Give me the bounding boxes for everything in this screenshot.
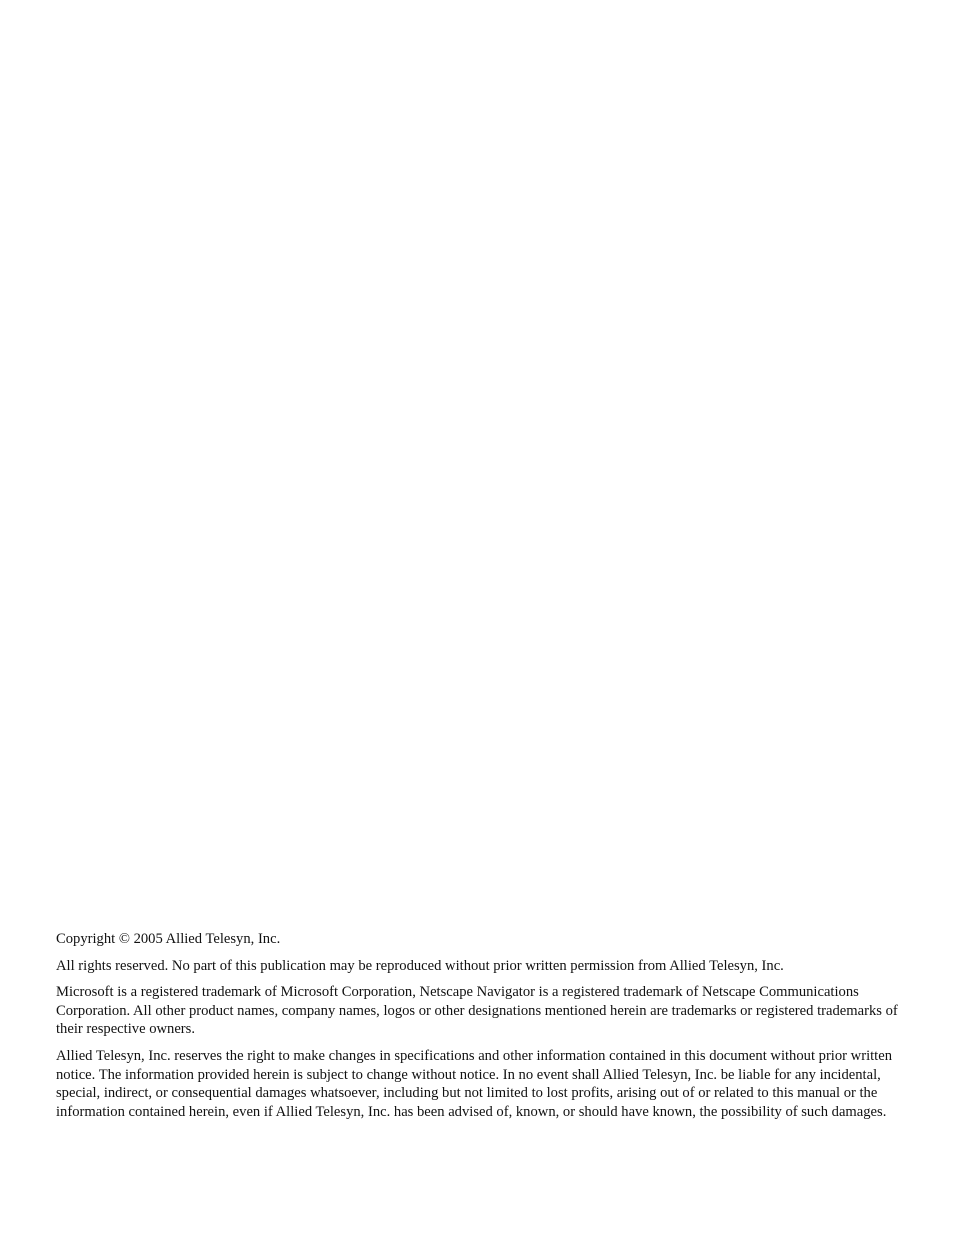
disclaimer-paragraph: Allied Telesyn, Inc. reserves the right to make changes in specifications and other information contained in this document without prior written notice. The information provided herein is subject to change without notice. In no event shall Allied Telesyn, Inc. be liable for any incidental, special, indirect, or consequential damages whatsoever, including but not limited to lost profits, arising out of or related to this manual or the information contained herein, even if Allied Telesyn, Inc. has been advised of, known, or should have known, the possibility of such damages.	[56, 1047, 893, 1120]
trademarks-paragraph: Microsoft is a registered trademark of Microsoft Corporation, Netscape Navigator is a registered trademark of Netscape Communications Corporation. All other product names, company names, logos or other designations mentioned herein are trademarks or registered trademarks of their respective owners.	[56, 984, 898, 1038]
legal-notice-block	[56, 930, 898, 1129]
rights-reserved-paragraph: All rights reserved. No part of this publication may be reproduced without prior written permission from Allied Telesyn, Inc.	[56, 957, 784, 974]
copyright-line: Copyright © 2005 Allied Telesyn, Inc.	[56, 931, 281, 947]
